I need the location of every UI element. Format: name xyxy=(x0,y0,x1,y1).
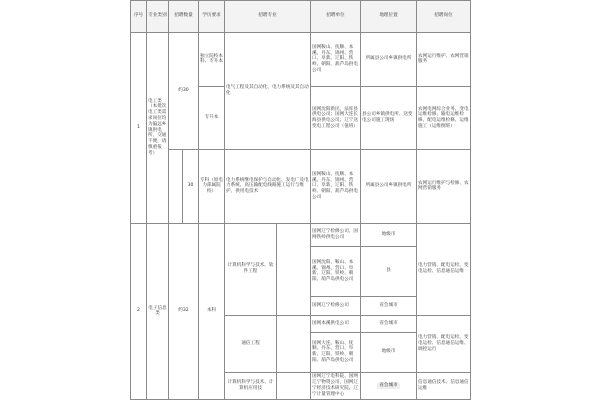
location-cell-1c: 所属县公司乡镇供电所 xyxy=(361,150,417,224)
position-cell-1c: 农网运行维护与检修、农网营销服务 xyxy=(417,150,471,224)
location-cell-2a1: 地级市 xyxy=(361,223,417,246)
count-cell-2: 约32 xyxy=(169,223,199,399)
location-cell-2a2: 县 xyxy=(361,246,417,296)
seq-cell-1: 1 xyxy=(131,32,147,223)
education-cell-1c: 专科（原电力部属院校） xyxy=(199,150,225,224)
major-cell-2c: 计算机科学与技术、计算机应用技 xyxy=(225,372,277,399)
unit-cell-1c: 国网鞍山、抚顺、本溪、丹东、锦州、营口、阜新、辽阳、铁岭、朝阳、葫芦岛供电公司 xyxy=(311,150,361,224)
seq-cell-2: 2 xyxy=(131,223,147,399)
location-badge: 省会城市 xyxy=(379,382,398,388)
header-position: 招聘岗位 xyxy=(417,1,471,33)
education-cell-1b: 专升本 xyxy=(199,87,225,150)
table-row xyxy=(131,223,471,246)
table-row xyxy=(131,150,471,224)
unit-cell-2a3: 国网辽宁检修公司 xyxy=(311,297,361,316)
major-spacer-2c xyxy=(277,372,311,399)
location-cell-2a3: 省会城市 xyxy=(361,297,417,316)
position-cell-2a: 电力营销、配电运检、变电运检、信息通信运维 xyxy=(417,223,471,315)
education-cell-1a: 独立院校本科、专升本 xyxy=(199,32,225,87)
header-seq: 序号 xyxy=(131,1,147,33)
unit-cell-2b1: 国网本溪供电公司 xyxy=(311,315,361,332)
major-cell-1c: 电力系统继电保护与自动化、发电厂及电力系统、高压输配电线路施工运行与维护、供用电技术 xyxy=(225,150,311,224)
table-row xyxy=(131,32,471,87)
unit-cell-1b: 国网沈阳新民、法库县供电公司；国网大连长海县供电公司；辽宁送变电工程公司（值班） xyxy=(311,87,361,150)
header-count: 招聘数量 xyxy=(169,1,199,33)
unit-cell-2b2: 国网大连、鞍山、抚顺、丹东、营口、阜新、辽阳、铁岭、朝阳、葫芦岛供电公司 xyxy=(311,332,361,372)
location-cell-2b1: 省会城市 xyxy=(361,315,417,332)
major-cell-2a: 计算机科学与技术、软件工程 xyxy=(225,223,277,315)
education-cell-2: 本科 xyxy=(199,223,225,399)
header-education: 学历要求 xyxy=(199,1,225,33)
category-cell-2: 电子信息类 xyxy=(147,223,169,399)
recruitment-table xyxy=(130,0,471,400)
location-cell-2b2: 地级市 xyxy=(361,332,417,372)
major-spacer-2b xyxy=(277,315,311,372)
position-cell-1a: 农网运行维护、农网营销服务 xyxy=(417,32,471,87)
header-location: 地理位置 xyxy=(361,1,417,33)
location-cell-1a: 所属县公司乡镇供电所 xyxy=(361,32,417,87)
unit-cell-2a2: 国网沈阳、鞍山、本溪、锦州、营口、阜新、辽阳、铁岭、朝阳、葫芦岛供电公司 xyxy=(311,246,361,296)
category-cell-1: 电工类（本批次电工类需求岗位均为偏远乡镇供电所，交通不便，请慎重报考） xyxy=(147,32,169,223)
location-cell-2c xyxy=(361,372,417,399)
unit-cell-1a: 国网鞍山、抚顺、本溪、丹东、锦州、营口、阜新、辽阳、铁岭、朝阳、葫芦岛供电公司 xyxy=(311,32,361,87)
unit-cell-2c: 国网辽宁电科院、国网辽宁物资公司、国网辽宁经济技术研究院、辽宁计量管理中心 xyxy=(311,372,361,399)
header-row xyxy=(131,1,471,33)
major-cell-1a: 电气工程及其自动化、电力系统及其自动化 xyxy=(225,32,311,150)
position-cell-2b: 电力营销、配电运检、变电运检、信息通信运维、调控运行 xyxy=(417,315,471,372)
count-cell-1: 约30 xyxy=(169,32,199,150)
major-spacer-2a xyxy=(277,223,311,315)
empty-count-cell xyxy=(169,150,183,224)
header-unit: 招聘单位 xyxy=(311,1,361,33)
position-cell-1b: 农网电网综合业务、变电运维检修、输电运维检修、配电运维检修、运维施工（运维倒班） xyxy=(417,87,471,150)
unit-cell-2a1: 国网辽宁检修公司、国网铁岭供电公司 xyxy=(311,223,361,246)
location-cell-1b: 县公司乡镇供电所、送变电公司施工现场 xyxy=(361,87,417,150)
position-cell-2c: 信息通信技术、信息通信运维 xyxy=(417,372,471,399)
major-cell-2b: 通信工程 xyxy=(225,315,277,372)
header-major: 招聘专业 xyxy=(225,1,311,33)
count-cell-1c: 30 xyxy=(183,150,199,224)
header-category: 专业类别 xyxy=(147,1,169,33)
